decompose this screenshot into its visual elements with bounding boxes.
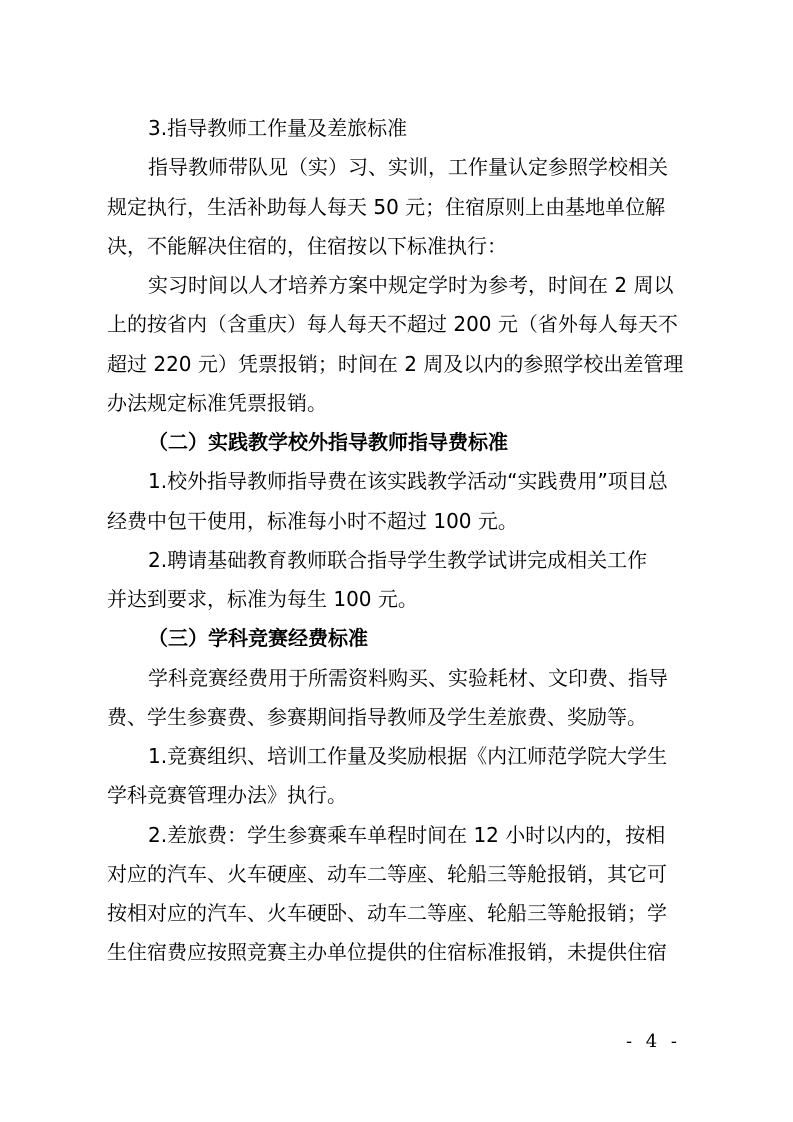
paragraph-line: 规定执行，生活补助每人每天 50 元；住宿原则上由基地单位解 <box>107 195 666 219</box>
paragraph-line: 超过 220 元）凭票报销；时间在 2 周及以内的参照学校出差管理 <box>107 352 684 376</box>
section-heading-3: （三）学科竞赛经费标准 <box>148 626 368 650</box>
paragraph-line: 1.竞赛组织、培训工作量及奖励根据《内江师范学院大学生 <box>148 744 668 768</box>
page-number: - 4 - <box>625 1031 681 1052</box>
paragraph-line: 费、学生参赛费、参赛期间指导教师及学生差旅费、奖励等。 <box>107 705 647 729</box>
section-heading-2: （二）实践教学校外指导教师指导费标准 <box>148 430 508 454</box>
paragraph-line: 学科竞赛管理办法》执行。 <box>107 783 347 807</box>
paragraph-line: 按相对应的汽车、火车硬卧、动车二等座、轮船三等舱报销；学 <box>107 901 667 925</box>
paragraph-line: 生住宿费应按照竞赛主办单位提供的住宿标准报销，未提供住宿 <box>107 940 667 964</box>
paragraph-line: 学科竞赛经费用于所需资料购买、实验耗材、文印费、指导 <box>148 666 668 690</box>
paragraph-line: 指导教师带队见（实）习、实训，工作量认定参照学校相关 <box>148 155 668 179</box>
paragraph-line: 对应的汽车、火车硬座、动车二等座、轮船三等舱报销，其它可 <box>107 862 667 886</box>
paragraph-line: 经费中包干使用，标准每小时不超过 100 元。 <box>107 509 518 533</box>
paragraph-line: 并达到要求，标准为每生 100 元。 <box>107 587 418 611</box>
paragraph-line: 上的按省内（含重庆）每人每天不超过 200 元（省外每人每天不 <box>107 312 678 336</box>
paragraph-line: 决，不能解决住宿的，住宿按以下标准执行： <box>107 234 507 258</box>
paragraph-line: 2.差旅费：学生参赛乘车单程时间在 12 小时以内的，按相 <box>148 823 666 847</box>
paragraph-line: 1.校外指导教师指导费在该实践教学活动“实践费用”项目总 <box>148 469 668 493</box>
paragraph-line: 办法规定标准凭票报销。 <box>107 391 327 415</box>
subheading-instructor-workload: 3.指导教师工作量及差旅标准 <box>148 116 408 140</box>
paragraph-line: 实习时间以人才培养方案中规定学时为参考，时间在 2 周以 <box>148 273 674 297</box>
paragraph-line: 2.聘请基础教育教师联合指导学生教学试讲完成相关工作 <box>148 548 648 572</box>
